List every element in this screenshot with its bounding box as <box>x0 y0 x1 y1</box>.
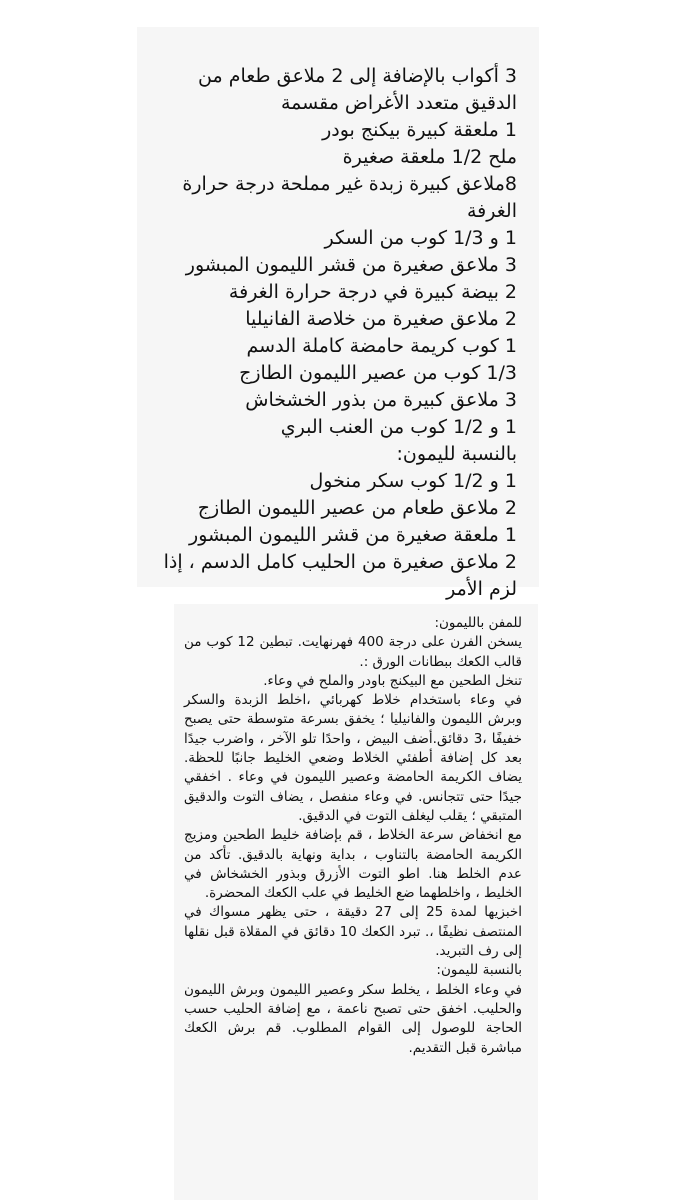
glaze-heading: بالنسبة لليمون: <box>436 962 522 979</box>
ingredient-line: 3 ملاعق صغيرة من قشر الليمون المبشور <box>185 254 517 276</box>
ingredient-line: 1 و 1/2 كوب من العنب البري <box>280 416 517 438</box>
instructions-panel <box>174 604 538 1200</box>
instruction-paragraph: في وعاء باستخدام خلاط كهربائي ،اخلط الزبدة والسكر وبرش الليمون والفانيليا ؛ يخفق بسرعة متوسطة حتى يصبح خفيفًا ،3 دقائق.أضف البيض ، واحدًا تلو الآخر ، واضرب جيدًا بعد كل إضافة أطفئي الخلاط وضعي الخليط جانبًا للحظة. يضاف الكريمة الحامضة وعصير الليمون في وعاء . اخفقي جيدًا حتى تتجانس. في وعاء منفصل ، يضاف التوت والدقيق المتبقي ؛ يقلب ليغلف التوت في الدقيق. <box>184 692 522 824</box>
ingredient-line: 1 و 1/3 كوب من السكر <box>324 227 517 249</box>
ingredient-line: 2 بيضة كبيرة في درجة حرارة الغرفة <box>228 281 517 303</box>
ingredient-line: ملح 1/2 ملعقة صغيرة <box>342 146 517 168</box>
ingredient-line: 2 ملاعق صغيرة من خلاصة الفانيليا <box>245 308 517 330</box>
ingredient-line: 2 ملاعق طعام من عصير الليمون الطازج <box>197 497 517 519</box>
ingredient-line: 1 كوب كريمة حامضة كاملة الدسم <box>246 335 517 357</box>
instruction-paragraph: يسخن الفرن على درجة 400 فهرنهايت. تبطين 12 كوب من قالب الكعك ببطانات الورق :. <box>184 634 523 670</box>
instruction-paragraph: مع انخفاض سرعة الخلاط ، قم بإضافة خليط الطحين ومزيج الكريمة الحامضة بالتناوب ، بداية ونهاية بالدقيق. تأكد من عدم الخلط هنا. اطو التوت الأزرق وبذور الخشخاش في الخليط ، واخلطهما ضع الخليط في علب الكعك المحضرة. <box>184 827 522 902</box>
ingredient-line: 3 ملاعق كبيرة من بذور الخشخاش <box>245 389 517 411</box>
ingredient-line: 2 ملاعق صغيرة من الحليب كامل الدسم ، إذا لزم الأمر <box>163 551 517 600</box>
ingredients-panel <box>137 27 539 600</box>
lemon-glaze-heading: بالنسبة لليمون: <box>396 443 517 465</box>
ingredient-line: 3 أكواب بالإضافة إلى 2 ملاعق طعام من الدقيق متعدد الأغراض مقسمة <box>198 65 517 114</box>
ingredient-line: 1 ملعقة كبيرة بيكنج بودر <box>322 119 517 141</box>
ingredient-line: 1/3 كوب من عصير الليمون الطازج <box>239 362 517 384</box>
instructions-heading: للمفن بالليمون: <box>434 615 522 631</box>
instruction-paragraph: تنخل الطحين مع البيكنج باودر والملح في وعاء. <box>263 672 522 689</box>
ingredient-line: 8ملاعق كبيرة زبدة غير مملحة درجة حرارة الغرفة <box>182 173 517 222</box>
instruction-paragraph: اخبزيها لمدة 25 إلى 27 دقيقة ، حتى يظهر مسواك في المنتصف نظيفًا ،. تبرد الكعك 10 دقائق في المقلاة قبل نقلها إلى رف التبريد. <box>184 904 523 960</box>
ingredient-line: 1 ملعقة صغيرة من قشر الليمون المبشور <box>189 524 517 546</box>
instruction-paragraph: في وعاء الخلط ، يخلط سكر وعصير الليمون وبرش الليمون والحليب. اخفق حتى تصبح ناعمة ، مع إضافة الحليب حسب الحاجة للوصول إلى القوام المطلوب. قم برش الكعك مباشرة قبل التقديم. <box>184 981 522 1056</box>
ingredient-line: 1 و 1/2 كوب سكر منخول <box>309 470 517 492</box>
